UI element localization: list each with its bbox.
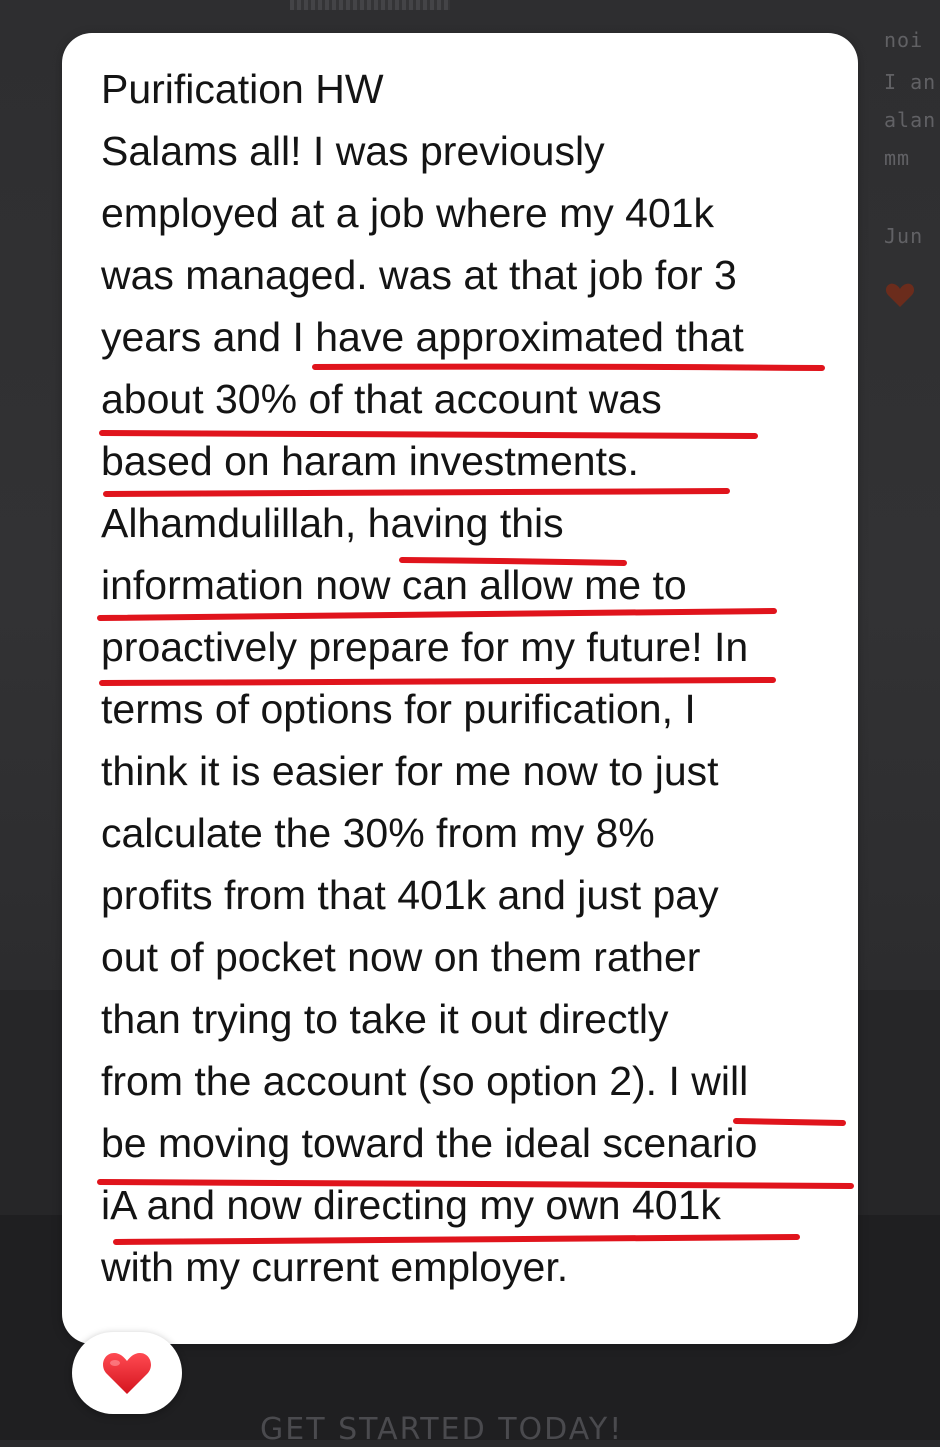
message-line: years and I have approximated that	[101, 314, 744, 360]
message-line: terms of options for purification, I	[101, 686, 696, 732]
background-side-text: mm	[884, 146, 911, 170]
background-heart-icon	[885, 282, 915, 308]
background-side-text: I an	[884, 70, 937, 94]
message-title: Purification HW	[101, 66, 384, 112]
message-line: be moving toward the ideal scenario	[101, 1120, 758, 1166]
message-line: from the account (so option 2). I will	[101, 1058, 749, 1104]
message-line: out of pocket now on them rather	[101, 934, 701, 980]
message-line: calculate the 30% from my 8%	[101, 810, 655, 856]
background-footer-text: GET STARTED TODAY!	[260, 1412, 624, 1447]
message-line: iA and now directing my own 401k	[101, 1182, 721, 1228]
message-line: based on haram investments.	[101, 438, 639, 484]
background-side-text: noi	[884, 28, 924, 52]
message-line: proactively prepare for my future! In	[101, 624, 749, 670]
message-line: employed at a job where my 401k	[101, 190, 715, 236]
message-line: about 30% of that account was	[101, 376, 662, 422]
message-line: think it is easier for me now to just	[101, 748, 719, 794]
message-line: was managed. was at that job for 3	[101, 252, 737, 298]
reaction-bubble[interactable]	[72, 1332, 182, 1414]
background-top-faint-text	[290, 0, 450, 10]
message-line: with my current employer.	[101, 1244, 569, 1290]
message-line: Salams all! I was previously	[101, 128, 605, 174]
background-side-date: Jun	[884, 224, 924, 248]
message-line: profits from that 401k and just pay	[101, 872, 719, 918]
message-line: than trying to take it out directly	[101, 996, 669, 1042]
message-line: information now can allow me to	[101, 562, 687, 608]
background-side-text: alan	[884, 108, 937, 132]
message-line: Alhamdulillah, having this	[101, 500, 564, 546]
red-heart-icon	[100, 1346, 154, 1400]
